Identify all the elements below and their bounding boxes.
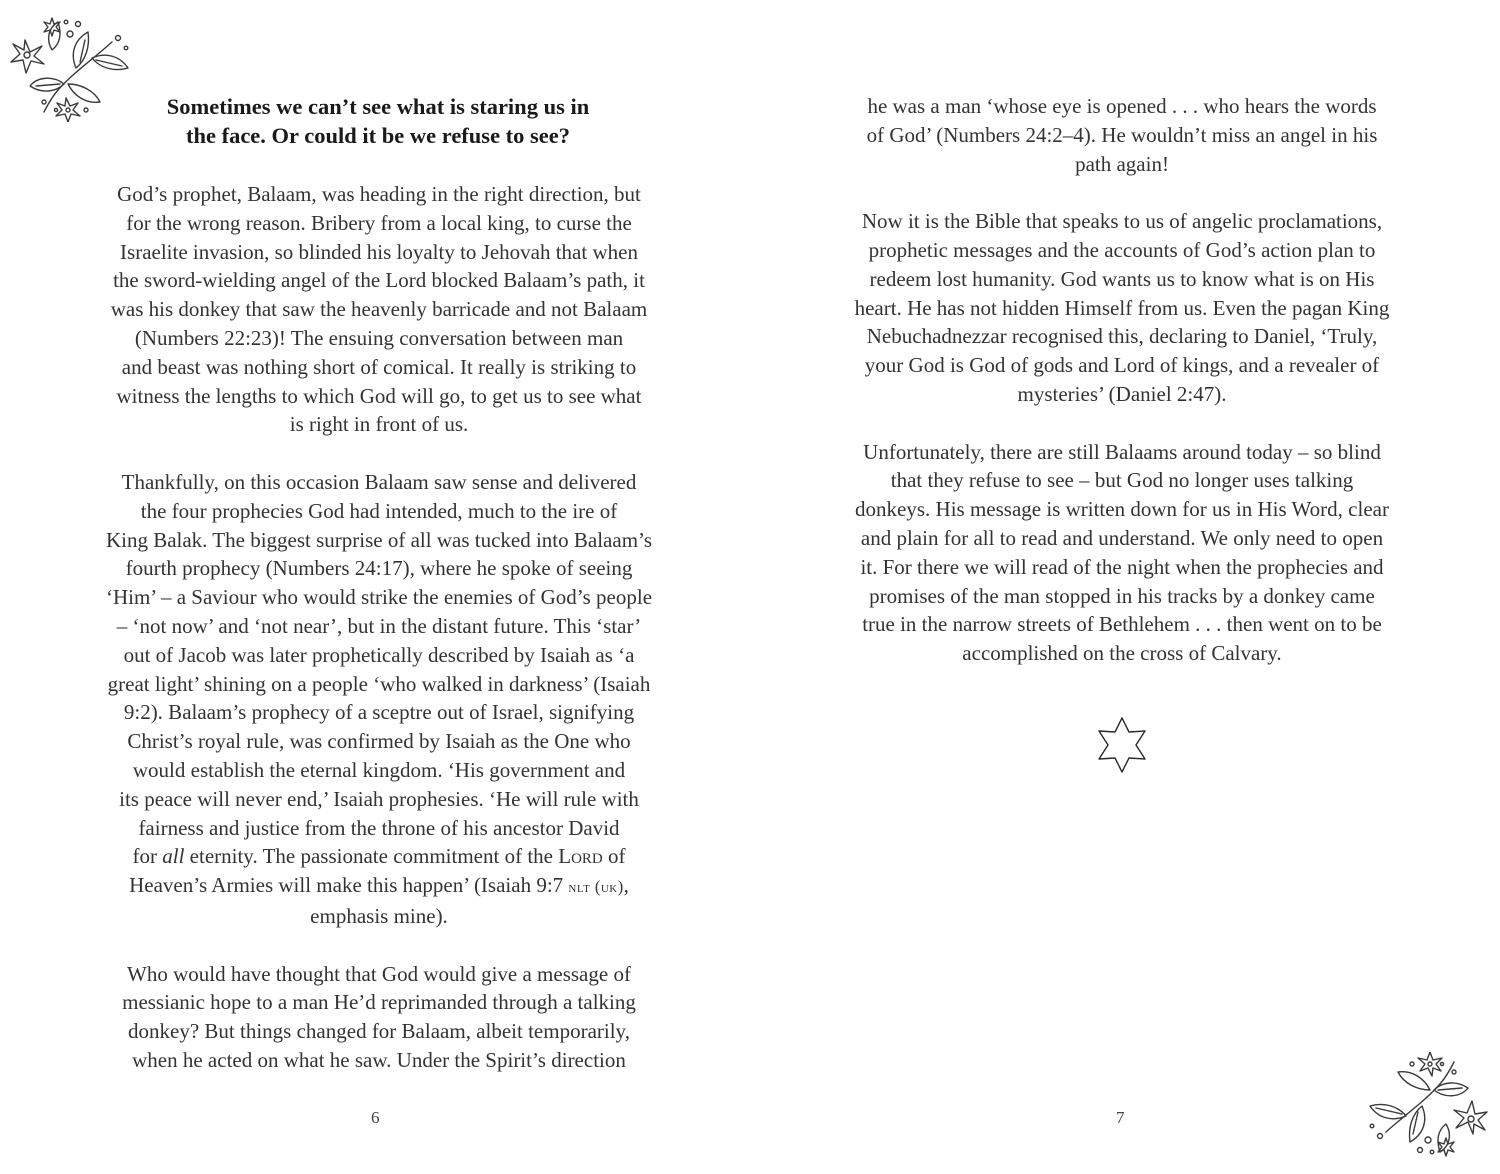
paragraph — [84, 468, 674, 931]
text-line: Who would have thought that God would give a message of — [127, 961, 631, 986]
heading-line: the face. Or could it be we refuse to see? — [185, 123, 571, 148]
text-run: of — [602, 844, 626, 869]
text-line: donkeys. His message is written down for us in His Word, clear — [855, 497, 1389, 522]
text-line: out of Jacob was later prophetically described by Isaiah as ‘a — [123, 642, 635, 667]
text-run: eternity. The passionate commitment of the — [184, 844, 559, 869]
text-run: for — [132, 844, 163, 869]
section-heading — [108, 92, 648, 150]
page-number: 7 — [1116, 1108, 1125, 1127]
text-line: heart. He has not hidden Himself from us. Even the pagan King — [854, 295, 1390, 320]
emphasis-text: all — [162, 844, 185, 869]
small-caps-text: nlt (uk) — [568, 877, 624, 897]
text-line: redeem lost humanity. God wants us to know what is on His — [869, 266, 1375, 291]
text-line: is right in front of us. — [289, 412, 469, 437]
text-line: donkey? But things changed for Balaam, albeit temporarily, — [128, 1019, 630, 1044]
text-line: emphasis mine). — [310, 903, 448, 928]
holly-sprig-icon — [1362, 1052, 1490, 1164]
text-line: and plain for all to read and understand. We only need to open — [860, 525, 1384, 550]
right-body-text — [826, 92, 1418, 697]
text-line: God’s prophet, Balaam, was heading in the right direction, but — [117, 182, 641, 206]
text-line: would establish the eternal kingdom. ‘His government and — [132, 757, 626, 782]
text-line: promises of the man stopped in his tracks by a donkey came — [869, 583, 1375, 608]
text-line: fourth prophecy (Numbers 24:17), where he spoke of seeing — [125, 556, 633, 581]
text-line: Christ’s royal rule, was confirmed by Isaiah as the One who — [127, 729, 631, 754]
text-line: he was a man ‘whose eye is opened . . . who hears the words — [867, 94, 1377, 118]
paragraph — [826, 207, 1418, 409]
paragraph — [826, 438, 1418, 668]
text-line: that they refuse to see – but God no longer uses talking — [890, 468, 1354, 493]
text-line: the four prophecies God had intended, much to the ire of — [140, 498, 618, 523]
text-line: Nebuchadnezzar recognised this, declaring to Daniel, ‘Truly, — [866, 324, 1378, 349]
text-line: it. For there we will read of the night when the prophecies and — [860, 554, 1384, 579]
text-line: (Numbers 22:23)! The ensuing conversation between man — [134, 325, 624, 350]
text-line: ‘Him’ – a Saviour who would strike the enemies of God’s people — [105, 585, 653, 610]
text-line: path again! — [1075, 151, 1169, 176]
text-line: – ‘not now’ and ‘not near’, but in the distant future. This ‘star’ — [116, 613, 642, 638]
text-line: and beast was nothing short of comical. It really is striking to — [121, 354, 637, 379]
six-point-star-icon — [1096, 716, 1148, 774]
text-line: prophetic messages and the accounts of God’s action plan to — [868, 237, 1376, 262]
text-run: Heaven’s Armies will make this happen’ (Isaiah 9:7 — [129, 873, 569, 898]
text-line: Israelite invasion, so blinded his loyalty to Jehovah that when — [120, 239, 638, 264]
text-line — [84, 871, 674, 902]
text-line: when he acted on what he saw. Under the Spirit’s direction — [132, 1047, 626, 1072]
text-line: was his donkey that saw the heavenly barricade and not Balaam — [110, 297, 648, 322]
text-line: 9:2). Balaam’s prophecy of a sceptre out of Israel, signifying — [123, 700, 635, 725]
text-line: fairness and justice from the throne of his ancestor David — [138, 815, 620, 840]
text-line: Now it is the Bible that speaks to us of angelic proclamations, — [861, 209, 1383, 234]
heading-line: Sometimes we can’t see what is staring us in — [166, 94, 590, 119]
text-line: Thankfully, on this occasion Balaam saw sense and delivered — [121, 469, 637, 494]
page-number: 6 — [371, 1108, 380, 1127]
text-line — [84, 842, 674, 871]
text-line: Unfortunately, there are still Balaams around today – so blind — [863, 439, 1381, 464]
text-line: mysteries’ (Daniel 2:47). — [1017, 381, 1227, 406]
text-line: accomplished on the cross of Calvary. — [962, 641, 1282, 666]
text-run: , — [623, 873, 629, 898]
small-caps-text: Lord — [558, 844, 603, 869]
text-line: great light’ shining on a people ‘who walked in darkness’ (Isaiah — [107, 671, 651, 696]
right-page — [750, 0, 1500, 1174]
left-body-text — [84, 180, 674, 1104]
text-line: the sword-wielding angel of the Lord blocked Balaam’s path, it — [113, 268, 645, 293]
text-line: of God’ (Numbers 24:2–4). He wouldn’t miss an angel in his — [866, 122, 1378, 147]
text-line: King Balak. The biggest surprise of all was tucked into Balaam’s — [105, 527, 653, 552]
text-line: true in the narrow streets of Bethlehem . . . then went on to be — [862, 612, 1382, 637]
text-line: for the wrong reason. Bribery from a local king, to curse the — [126, 210, 632, 235]
paragraph — [826, 92, 1418, 178]
text-line: messianic hope to a man He’d reprimanded through a talking — [122, 990, 636, 1015]
paragraph — [84, 960, 674, 1075]
text-line: its peace will never end,’ Isaiah prophesies. ‘He will rule with — [119, 786, 639, 811]
text-line: your God is God of gods and Lord of kings, and a revealer of — [864, 353, 1380, 378]
paragraph — [84, 180, 674, 439]
text-line: witness the lengths to which God will go, to get us to see what — [116, 383, 642, 408]
